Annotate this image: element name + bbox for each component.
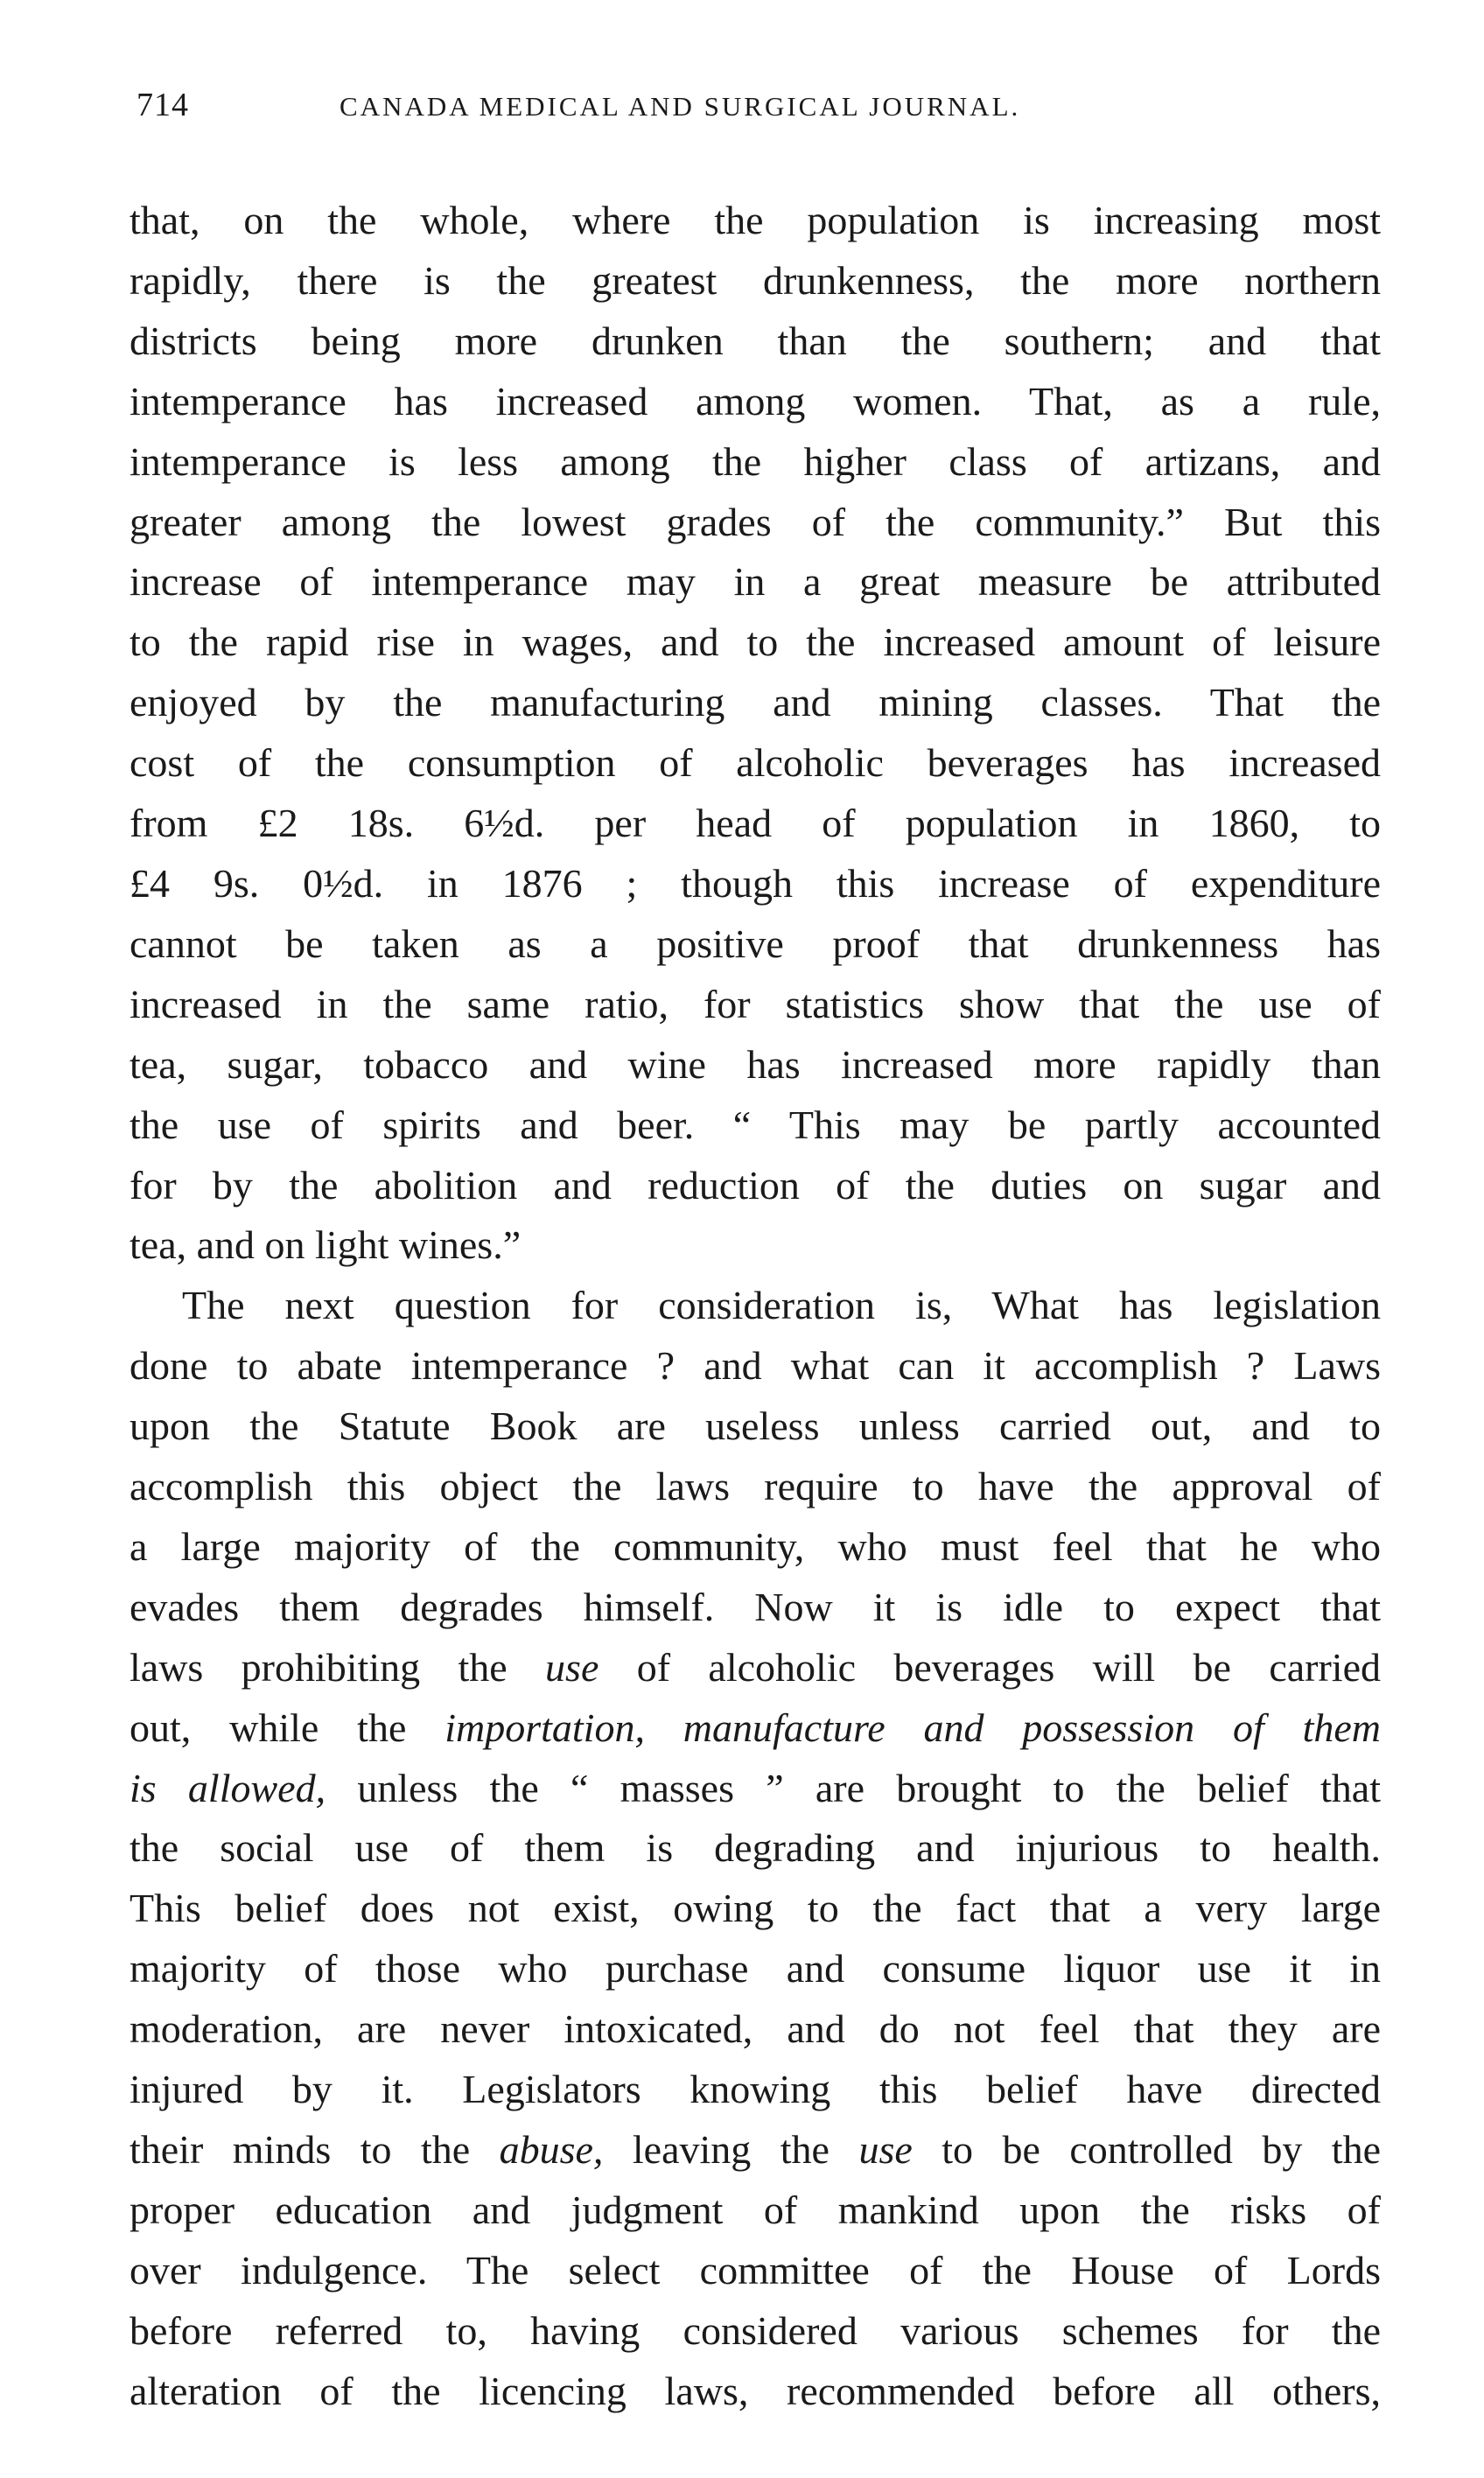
- text-run: to be controlled by the: [912, 2127, 1381, 2172]
- text-line: from £2 18s. 6½d. per head of population in 1860, to: [130, 801, 1381, 846]
- page-number: 714: [136, 87, 189, 123]
- text-line: The next question for consideration is, What has legislation: [182, 1283, 1381, 1328]
- text-line: tea, sugar, tobacco and wine has increased more rapidly than: [130, 1041, 1381, 1087]
- italic-emphasis: use: [858, 2127, 913, 2172]
- text-line: evades them degrades himself. Now it is idle to expect that: [130, 1584, 1381, 1629]
- text-line: for by the abolition and reduction of the duties on sugar and: [130, 1162, 1381, 1208]
- text-line: districts being more drunken than the southern; and that: [130, 318, 1381, 363]
- text-line: greater among the lowest grades of the community.” But this: [130, 499, 1381, 544]
- paragraph-2: [130, 1276, 1381, 2421]
- text-line: [130, 2120, 1381, 2180]
- text-line: over indulgence. The select committee of the House of Lords: [130, 2247, 1381, 2292]
- page-header: [130, 84, 1381, 145]
- text-line: cost of the consumption of alcoholic beverages has increased: [130, 740, 1381, 786]
- text-line: intemperance is less among the higher class of artizans, and: [130, 438, 1381, 484]
- text-line: a large majority of the community, who must feel that he who: [130, 1523, 1381, 1569]
- text-run: leaving the: [603, 2127, 859, 2172]
- text-run: out, while the: [130, 1704, 445, 1750]
- text-line: cannot be taken as a positive proof that drunkenness has: [130, 920, 1381, 966]
- text-line: that, on the whole, where the population is increasing most: [130, 198, 1381, 242]
- text-run: unless the “ masses ” are brought to the belief that: [326, 1765, 1381, 1810]
- text-line: [130, 1698, 1381, 1759]
- text-line: the use of spirits and beer. “ This may be partly accounted: [130, 1102, 1381, 1147]
- text-line: upon the Statute Book are useless unless carried out, and to: [130, 1404, 1381, 1449]
- text-line: increase of intemperance may in a great measure be attributed: [130, 559, 1381, 605]
- italic-emphasis: is allowed,: [130, 1765, 326, 1810]
- text-line: This belief does not exist, owing to the fact that a very large: [130, 1886, 1381, 1931]
- italic-emphasis: importation, manufacture and possession of them: [444, 1704, 1381, 1750]
- running-title: CANADA MEDICAL AND SURGICAL JOURNAL.: [340, 91, 1021, 122]
- text-line: accomplish this object the laws require to have the approval of: [130, 1464, 1381, 1509]
- text-line: [130, 1759, 1381, 1819]
- text-line: intemperance has increased among women. That, as a rule,: [130, 378, 1381, 424]
- text-line: increased in the same ratio, for statistics show that the use of: [130, 981, 1381, 1026]
- text-line: £4 9s. 0½d. in 1876 ; though this increase of expenditure: [130, 860, 1381, 906]
- text-line: moderation, are never intoxicated, and do not feel that they are: [130, 2006, 1381, 2052]
- text-line: injured by it. Legislators knowing this belief have directed: [130, 2067, 1381, 2112]
- text-run: of alcoholic beverages will be carried: [598, 1644, 1381, 1690]
- article-body: [130, 191, 1381, 2422]
- text-line: done to abate intemperance ? and what can it accomplish ? Laws: [130, 1343, 1381, 1389]
- text-line: alteration of the licencing laws, recommended before all others,: [130, 2368, 1381, 2413]
- text-line: majority of those who purchase and consume liquor use it in: [130, 1946, 1381, 1992]
- text-line: tea, and on light wines.”: [130, 1222, 522, 1268]
- journal-page: [130, 84, 1381, 2422]
- text-line: proper education and judgment of mankind upon the risks of: [130, 2187, 1381, 2232]
- text-line: [130, 1638, 1381, 1698]
- text-run: their minds to the: [130, 2127, 500, 2172]
- paragraph-1: [130, 191, 1381, 1276]
- italic-emphasis: abuse,: [499, 2127, 604, 2172]
- text-run: laws prohibiting the: [130, 1644, 546, 1690]
- text-line: before referred to, having considered various schemes for the: [130, 2307, 1381, 2353]
- italic-emphasis: use: [545, 1644, 599, 1690]
- text-line: rapidly, there is the greatest drunkenness, the more northern: [130, 257, 1381, 303]
- text-line: to the rapid rise in wages, and to the increased amount of leisure: [130, 620, 1381, 665]
- text-line: enjoyed by the manufacturing and mining classes. That the: [130, 680, 1381, 725]
- text-line: the social use of them is degrading and injurious to health.: [130, 1825, 1381, 1871]
